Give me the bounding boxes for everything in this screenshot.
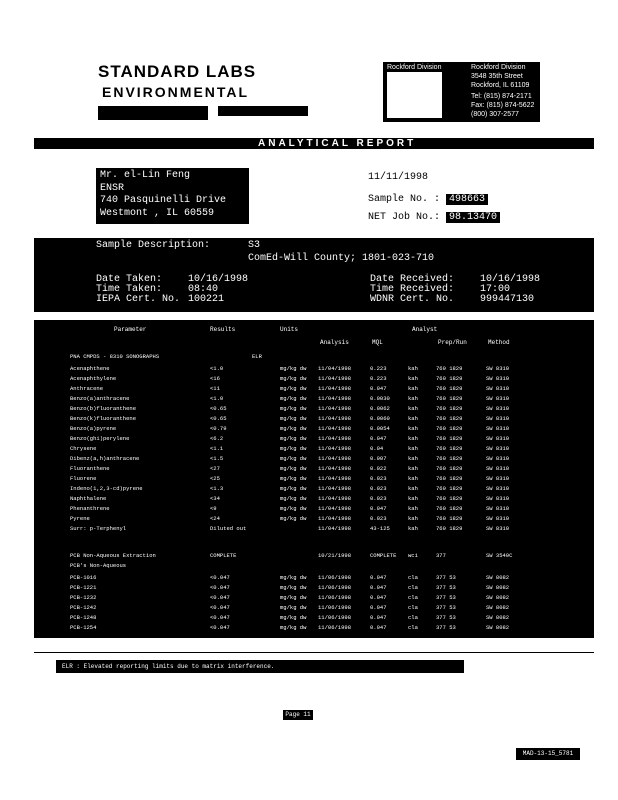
cell-p: PCB-1248 [70,614,97,621]
table-row [34,515,594,524]
cell-r: <6.2 [210,435,224,442]
cell-pr: 760 1829 [436,475,463,482]
cell-d: 11/04/1998 [318,475,352,482]
cell-pr: 760 1829 [436,515,463,522]
cell-p: Acenaphthylene [70,375,117,382]
cell-pr: 760 1829 [436,465,463,472]
cell-r: <1.3 [210,485,224,492]
row-analyst: wci [408,552,418,559]
col-analyst: Analyst [412,326,438,333]
cell-a: kah [408,475,418,482]
cell-me: SW 8310 [486,475,510,482]
cell-p: Naphthalene [70,495,107,502]
cell-me: SW 8310 [486,385,510,392]
cell-m: 0.0054 [370,425,390,432]
results-table [34,320,594,638]
cell-u: mg/kg dw [280,415,307,422]
cell-d: 11/04/1998 [318,415,352,422]
cell-m: 0.223 [370,375,387,382]
cell-me: SW 8310 [486,495,510,502]
cell-u: mg/kg dw [280,435,307,442]
cell-a: cla [408,594,418,601]
cell-u: mg/kg dw [280,465,307,472]
table-row [34,405,594,414]
cell-a: kah [408,415,418,422]
cell-p: Surr: p-Terphenyl [70,525,127,532]
col-mql: MQL [372,339,383,346]
cell-a: kah [408,515,418,522]
wdnr-label: WDNR Cert. No. [370,294,455,305]
cell-p: Anthracene [70,385,104,392]
cell-u: mg/kg dw [280,604,307,611]
sample-desc-label: Sample Description: [96,240,211,251]
cell-d: 11/04/1998 [318,405,352,412]
sample-no-row [368,194,488,205]
cell-m: 0.047 [370,594,387,601]
cell-r: <9 [210,505,217,512]
cell-r: <1.1 [210,445,224,452]
cell-p: PCB-1232 [70,594,97,601]
cell-r: <34 [210,495,220,502]
cell-m: 0.023 [370,485,387,492]
division-phone: Tel: (815) 874-2171 [471,93,532,100]
table-row [34,584,594,593]
date-received: 10/16/1998 [480,274,541,285]
footnote-rule [34,652,594,653]
cell-p: Fluoranthene [70,465,110,472]
row-mql: COMPLETE [370,552,397,559]
table-row [34,614,594,623]
iepa-cert: 100221 [188,294,225,305]
cell-p: Chrysene [70,445,97,452]
logo-bar-2 [218,106,308,116]
cell-u: mg/kg dw [280,405,307,412]
cell-a: kah [408,425,418,432]
cell-p: Phenanthrene [70,505,110,512]
time-taken-label: Time Taken: [96,284,163,295]
cell-d: 11/06/1998 [318,584,352,591]
cell-r: <11 [210,385,220,392]
col-analysis: Analysis [320,339,349,346]
cell-me: SW 8310 [486,525,510,532]
cell-d: 11/04/1998 [318,385,352,392]
cell-a: kah [408,495,418,502]
division-box [383,62,540,122]
cell-me: SW 8310 [486,435,510,442]
cell-u: mg/kg dw [280,485,307,492]
cell-d: 11/04/1998 [318,365,352,372]
cell-d: 11/04/1998 [318,445,352,452]
division-tollfree: (800) 307-2577 [471,111,519,118]
client-street: 740 Pasquinelli Drive [100,195,227,206]
cell-m: 0.047 [370,385,387,392]
cell-me: SW 8310 [486,365,510,372]
cell-pr: 377 53 [436,624,456,631]
cell-me: SW 8310 [486,425,510,432]
cell-m: 0.047 [370,584,387,591]
cell-p: Pyrene [70,515,90,522]
division-address1: 3548 35th Street [471,73,523,80]
cell-m: 0.223 [370,365,387,372]
cell-d: 11/04/1998 [318,505,352,512]
cell-p: PCB-1254 [70,624,97,631]
row-result: COMPLETE [210,552,237,559]
cell-m: 0.023 [370,515,387,522]
cell-pr: 377 53 [436,584,456,591]
cell-m: 0.0030 [370,395,390,402]
table-row [34,505,594,514]
logo-line-2: ENVIRONMENTAL [102,84,250,100]
cell-r: <0.047 [210,574,230,581]
row-method: SW 3540C [486,552,513,559]
cell-r: <27 [210,465,220,472]
lab-logo [98,62,348,122]
cell-p: Benzo(k)fluoranthene [70,415,137,422]
cell-p: PCB-1242 [70,604,97,611]
cell-me: SW 8082 [486,604,510,611]
row-date: 10/21/1998 [318,552,352,559]
cell-d: 11/04/1998 [318,495,352,502]
table-row [34,485,594,494]
cell-u: mg/kg dw [280,395,307,402]
table-row [34,525,594,534]
date-taken-label: Date Taken: [96,274,163,285]
report-title-bar [34,138,594,149]
job-no-label: NET Job No.: [368,212,441,223]
cell-me: SW 8310 [486,405,510,412]
cell-p: Acenaphthene [70,365,110,372]
job-no-row [368,212,500,223]
table-row [34,465,594,474]
cell-pr: 760 1829 [436,365,463,372]
iepa-label: IEPA Cert. No. [96,294,181,305]
cell-m: 0.022 [370,465,387,472]
row-prep-run: 377 [436,552,446,559]
cell-me: SW 8082 [486,584,510,591]
cell-u: mg/kg dw [280,584,307,591]
cell-d: 11/04/1998 [318,485,352,492]
cell-me: SW 8082 [486,614,510,621]
cell-m: 0.007 [370,455,387,462]
cell-me: SW 8082 [486,624,510,631]
cell-m: 0.047 [370,604,387,611]
time-received-label: Time Received: [370,284,455,295]
cell-p: Benzo(b)fluoranthene [70,405,137,412]
table-row [34,375,594,384]
cell-me: SW 8310 [486,375,510,382]
date-taken: 10/16/1998 [188,274,249,285]
cell-a: kah [408,365,418,372]
section-pna [34,353,594,362]
cell-u: mg/kg dw [280,445,307,452]
cell-pr: 760 1829 [436,385,463,392]
table-row [34,455,594,464]
cell-pr: 377 53 [436,604,456,611]
cell-u: mg/kg dw [280,475,307,482]
cell-d: 11/04/1998 [318,375,352,382]
cell-a: kah [408,465,418,472]
cell-r: <0.047 [210,594,230,601]
cell-p: Fluorene [70,475,97,482]
cell-r: <0.047 [210,624,230,631]
logo-line-1: STANDARD LABS [98,62,257,81]
cell-m: 0.0062 [370,405,390,412]
cell-r: <1.5 [210,455,224,462]
cell-u: mg/kg dw [280,455,307,462]
division-label: Rockford Division [387,64,442,71]
report-title: ANALYTICAL REPORT [258,138,417,149]
cell-pr: 377 53 [436,594,456,601]
cell-pr: 760 1829 [436,485,463,492]
cell-pr: 377 53 [436,614,456,621]
cell-r: <0.65 [210,415,227,422]
cell-r: <1.0 [210,395,224,402]
table-row [34,604,594,613]
cell-p: Benzo(ghi)perylene [70,435,130,442]
cell-a: kah [408,455,418,462]
cell-pr: 760 1829 [436,505,463,512]
cell-u: mg/kg dw [280,365,307,372]
cell-pr: 760 1829 [436,425,463,432]
time-received: 17:00 [480,284,511,295]
cell-d: 11/06/1998 [318,574,352,581]
cell-p: PCB-1221 [70,584,97,591]
table-row [34,574,594,583]
cell-u: mg/kg dw [280,515,307,522]
cell-pr: 760 1829 [436,405,463,412]
cell-u: mg/kg dw [280,385,307,392]
cell-d: 11/06/1998 [318,624,352,631]
cell-m: 0.047 [370,574,387,581]
cell-r: <0.047 [210,614,230,621]
sample-no: 498663 [446,194,488,205]
cell-r: <0.047 [210,604,230,611]
division-fax: Fax: (815) 874-5622 [471,102,535,109]
client-address [96,168,249,224]
table-row [34,475,594,484]
cell-d: 11/04/1998 [318,455,352,462]
table-row [34,594,594,603]
cell-pr: 760 1829 [436,415,463,422]
table-row [34,624,594,633]
cell-a: kah [408,435,418,442]
cell-p: Dibenz(a,h)anthracene [70,455,140,462]
cell-a: kah [408,385,418,392]
section-pcb [34,562,594,571]
cell-u: mg/kg dw [280,594,307,601]
table-row [34,395,594,404]
cell-r: <0.65 [210,405,227,412]
table-row [34,365,594,374]
logo-bar [98,106,208,120]
cell-pr: 760 1829 [436,435,463,442]
client-city: Westmont , IL 60559 [100,207,215,219]
division-photo-area [387,72,442,118]
pcb-extraction-row [34,552,594,561]
table-row [34,425,594,434]
cell-me: SW 8310 [486,485,510,492]
cell-d: 11/04/1998 [318,525,352,532]
cell-p: PCB-1016 [70,574,97,581]
cell-p: Indeno(1,2,3-cd)pyrene [70,485,143,492]
cell-m: 0.047 [370,614,387,621]
cell-m: 0.0060 [370,415,390,422]
client-company: ENSR [100,182,125,194]
cell-pr: 760 1829 [436,525,463,532]
division-address2: Rockford, IL 61109 [471,82,530,89]
cell-r: <25 [210,475,220,482]
col-prep-run: Prep/Run [438,339,467,346]
cell-d: 11/04/1998 [318,395,352,402]
section-pcb-label: PCB's Non-Aqueous [70,562,127,569]
division-title: Rockford Division [471,64,526,71]
cell-me: SW 8082 [486,594,510,601]
cell-a: kah [408,525,418,532]
cell-me: SW 8310 [486,395,510,402]
cell-u: mg/kg dw [280,495,307,502]
cell-pr: 760 1829 [436,495,463,502]
document-code: MAD-13-15_5781 [516,748,580,760]
page-number: Page 11 [283,710,313,720]
table-row [34,385,594,394]
cell-me: SW 8082 [486,574,510,581]
cell-m: 0.047 [370,624,387,631]
cell-p: Benzo(a)pyrene [70,425,117,432]
cell-me: SW 8310 [486,415,510,422]
cell-m: 0.023 [370,475,387,482]
table-row [34,435,594,444]
cell-me: SW 8310 [486,445,510,452]
time-taken: 08:40 [188,284,219,295]
cell-a: kah [408,445,418,452]
date-received-label: Date Received: [370,274,455,285]
cell-a: kah [408,395,418,402]
cell-m: 0.023 [370,495,387,502]
cell-r: <0.79 [210,425,227,432]
cell-u: mg/kg dw [280,505,307,512]
sample-description-block [34,238,594,312]
cell-a: cla [408,614,418,621]
cell-r: <0.047 [210,584,230,591]
cell-a: cla [408,574,418,581]
table-row [34,445,594,454]
sample-desc-text: ComEd-Will County; 1801-023-710 [248,253,435,264]
cell-pr: 760 1829 [436,455,463,462]
cell-u: mg/kg dw [280,574,307,581]
cell-d: 11/04/1998 [318,435,352,442]
cell-d: 11/04/1998 [318,515,352,522]
report-date: 11/11/1998 [368,172,429,183]
cell-d: 11/06/1998 [318,604,352,611]
cell-me: SW 8310 [486,505,510,512]
col-parameter: Parameter [114,326,147,333]
cell-me: SW 8310 [486,455,510,462]
wdnr-cert: 999447130 [480,294,535,305]
sample-no-label: Sample No. : [368,194,441,205]
cell-r: <24 [210,515,220,522]
cell-d: 11/06/1998 [318,594,352,601]
table-row [34,415,594,424]
cell-a: cla [408,604,418,611]
sample-desc-id: S3 [248,240,261,251]
cell-a: kah [408,485,418,492]
cell-r: <16 [210,375,220,382]
client-name: Mr. el-Lin Feng [100,170,191,181]
cell-u: mg/kg dw [280,425,307,432]
cell-m: 0.047 [370,505,387,512]
cell-m: 0.04 [370,445,384,452]
row-parameter: PCB Non-Aqueous Extraction [70,552,156,559]
cell-a: kah [408,505,418,512]
cell-a: kah [408,375,418,382]
elr-flag: ELR [252,353,262,360]
cell-a: cla [408,584,418,591]
cell-pr: 760 1829 [436,395,463,402]
cell-r: <1.0 [210,365,224,372]
cell-a: kah [408,405,418,412]
cell-r: Diluted out [210,525,247,532]
col-units: Units [280,326,299,333]
cell-p: Benzo(a)anthracene [70,395,130,402]
cell-me: SW 8310 [486,465,510,472]
cell-u: mg/kg dw [280,375,307,382]
cell-pr: 760 1829 [436,445,463,452]
cell-u: mg/kg dw [280,624,307,631]
cell-pr: 760 1829 [436,375,463,382]
job-no: 98.13470 [446,212,500,223]
cell-pr: 377 53 [436,574,456,581]
cell-me: SW 8310 [486,515,510,522]
cell-d: 11/04/1998 [318,465,352,472]
cell-a: cla [408,624,418,631]
footnote: ELR : Elevated reporting limits due to matrix interference. [56,660,464,673]
col-method: Method [488,339,510,346]
cell-m: 0.047 [370,435,387,442]
col-results: Results [210,326,236,333]
cell-d: 11/06/1998 [318,614,352,621]
table-row [34,495,594,504]
cell-u: mg/kg dw [280,614,307,621]
section-pna-label: PNA CMPDS - 8310 SONOGRAPHS [70,353,160,360]
cell-d: 11/04/1998 [318,425,352,432]
cell-m: 43-125 [370,525,390,532]
